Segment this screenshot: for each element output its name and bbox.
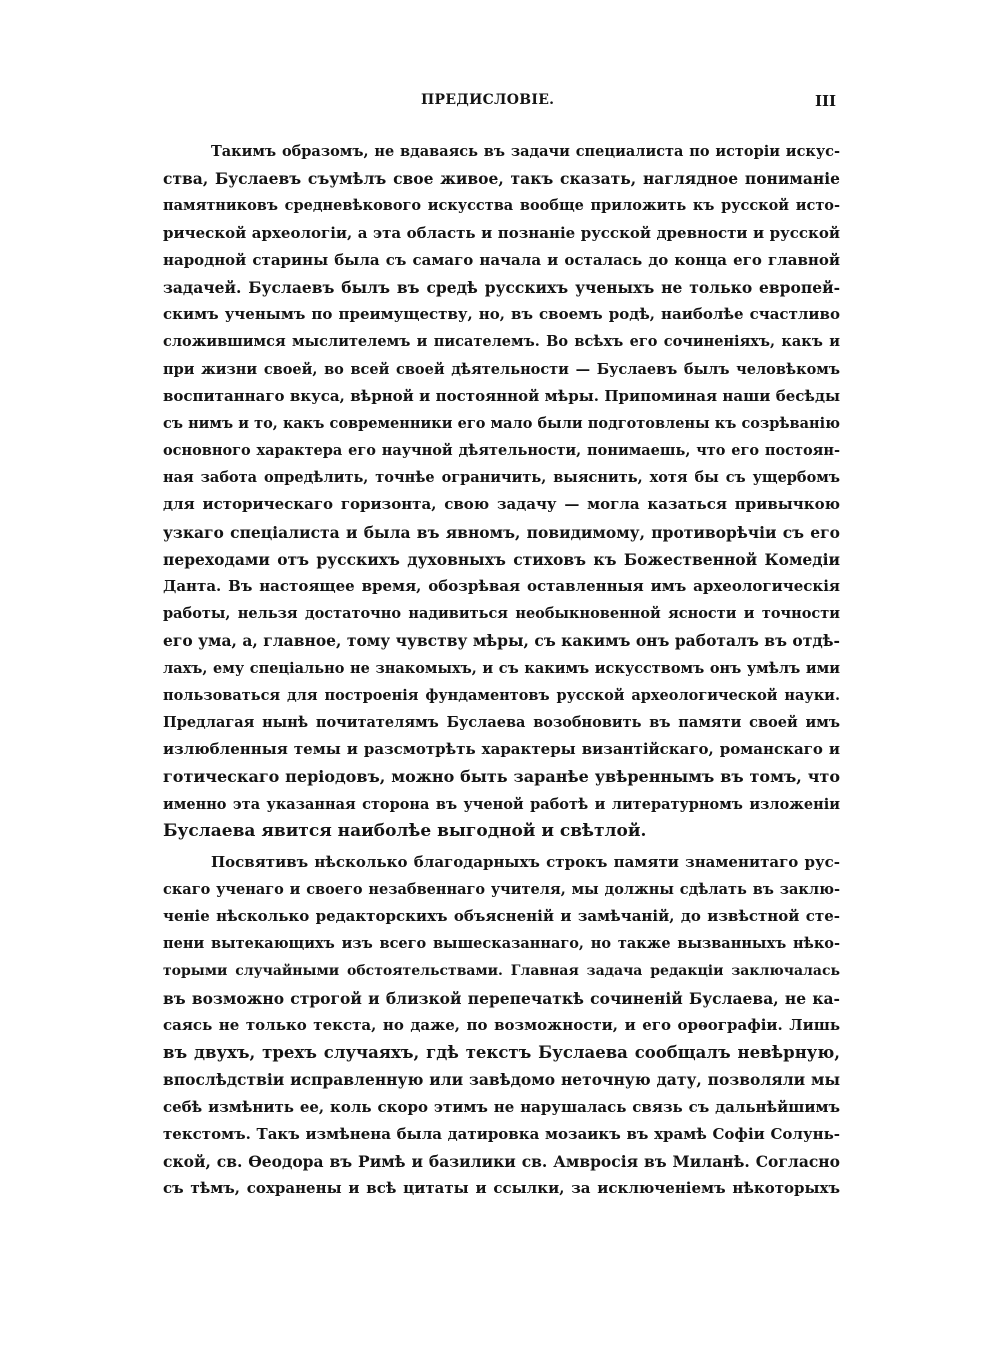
text-line: лахъ, ему спеціально не знакомыхъ, и съ какимъ искусствомъ онъ умѣлъ ими <box>163 659 840 677</box>
text-line: пользоваться для построенія фундаментовъ русской археологической науки. <box>163 686 840 704</box>
text-line: работы, нельзя достаточно надивиться необыкновенной ясности и точности <box>163 605 840 623</box>
text-line: ства, Буслаевъ съумѣлъ свое живое, такъ сказать, наглядное пониманіе <box>163 169 840 189</box>
text-line: ная забота опредѣлить, точнѣе ограничить, выяснить, хотя бы съ ущербомъ <box>163 469 840 487</box>
text-line: при жизни своей, во всей своей дѣятельности — Буслаевъ былъ человѣкомъ <box>163 360 840 378</box>
paragraph-2 <box>163 849 840 1202</box>
text-line: съ нимъ и то, какъ современники его мало были подготовлены къ созрѣванію <box>163 414 840 432</box>
page-number: III <box>815 92 837 110</box>
text-line: именно эта указанная сторона въ ученой работѣ и литературномъ изложеніи <box>163 795 840 813</box>
text-line: Предлагая нынѣ почитателямъ Буслаева возобновить въ памяти своей имъ <box>163 713 840 731</box>
page-header <box>0 92 1000 120</box>
text-line: скимъ ученымъ по преимуществу, но, въ своемъ родѣ, наиболѣе счастливо <box>163 305 840 324</box>
text-line: узкаго спеціалиста и была въ явномъ, повидимому, противорѣчіи съ его <box>163 522 840 542</box>
text-line: впослѣдствіи исправленную или завѣдомо неточную дату, позволяли мы <box>163 1070 840 1090</box>
text-line: задачей. Буслаевъ былъ въ средѣ русскихъ ученыхъ не только европей- <box>163 277 840 297</box>
text-line: его ума, а, главное, тому чувству мѣры, съ какимъ онъ работалъ въ отдѣ- <box>163 631 840 651</box>
running-title: ПРЕДИСЛОВІЕ. <box>421 92 555 108</box>
text-line: въ двухъ, трехъ случаяхъ, гдѣ текстъ Буслаева сообщалъ невѣрную, <box>163 1043 840 1063</box>
text-line: себѣ измѣнить ее, коль скоро этимъ не нарушалась связь съ дальнѣйшимъ <box>163 1097 840 1116</box>
text-line: скаго ученаго и своего незабвеннаго учителя, мы должны сдѣлать въ заклю- <box>163 881 840 899</box>
text-line: основного характера его научной дѣятельности, понимаешь, что его постоян- <box>163 442 840 460</box>
text-line: Данта. Въ настоящее время, обозрѣвая оставленныя имъ археологическія <box>163 577 840 595</box>
text-line: Буслаева явится наиболѣе выгодной и свѣтлой. <box>163 820 647 841</box>
text-line: ской, св. Ѳеодора въ Римѣ и базилики св. Амвросія въ Миланѣ. Согласно <box>163 1151 840 1171</box>
text-line: сложившимся мыслителемъ и писателемъ. Во всѣхъ его сочиненіяхъ, какъ и <box>163 333 840 351</box>
text-line: рической археологіи, а эта область и познаніе русской древности и русской <box>163 223 840 242</box>
text-line: въ возможно строгой и близкой перепечаткѣ сочиненій Буслаева, не ка- <box>163 988 840 1008</box>
text-line: воспитаннаго вкуса, вѣрной и постоянной мѣры. Припоминая наши бесѣды <box>163 386 840 405</box>
text-line: съ тѣмъ, сохранены и всѣ цитаты и ссылки, за исключеніемъ нѣкоторыхъ <box>163 1179 840 1198</box>
text-line: Посвятивъ нѣсколько благодарныхъ строкъ памяти знаменитаго рус- <box>211 852 840 871</box>
text-line: готическаго періодовъ, можно быть заранѣе увѣреннымъ въ томъ, что <box>163 767 840 787</box>
text-line: переходами отъ русскихъ духовныхъ стиховъ къ Божественной Комедіи <box>163 549 840 569</box>
paragraph-1 <box>163 138 840 845</box>
text-line: торыми случайными обстоятельствами. Главная задача редакціи заключалась <box>163 962 840 979</box>
body-text <box>163 138 840 1202</box>
text-line: саясь не только текста, но даже, по возможности, и его орѳографіи. Лишь <box>163 1016 840 1034</box>
text-line: излюбленныя темы и разсмотрѣть характеры византійскаго, романскаго и <box>163 740 840 759</box>
text-line: ченіе нѣсколько редакторскихъ объясненій и замѣчаній, до извѣстной сте- <box>163 907 840 926</box>
text-line: Такимъ образомъ, не вдаваясь въ задачи специалиста по исторіи искус- <box>211 143 840 160</box>
text-line: народной старины была съ самаго начала и осталась до конца его главной <box>163 250 840 269</box>
text-line: пени вытекающихъ изъ всего вышесказаннаго, но также вызванныхъ нѣко- <box>163 935 840 953</box>
text-line: текстомъ. Такъ измѣнена была датировка мозаикъ въ храмѣ Софіи Солунь- <box>163 1124 840 1143</box>
text-line: для историческаго горизонта, свою задачу — могла казаться привычкою <box>163 495 840 514</box>
text-line: памятниковъ средневѣкового искусства вообще приложить къ русской исто- <box>163 197 840 215</box>
